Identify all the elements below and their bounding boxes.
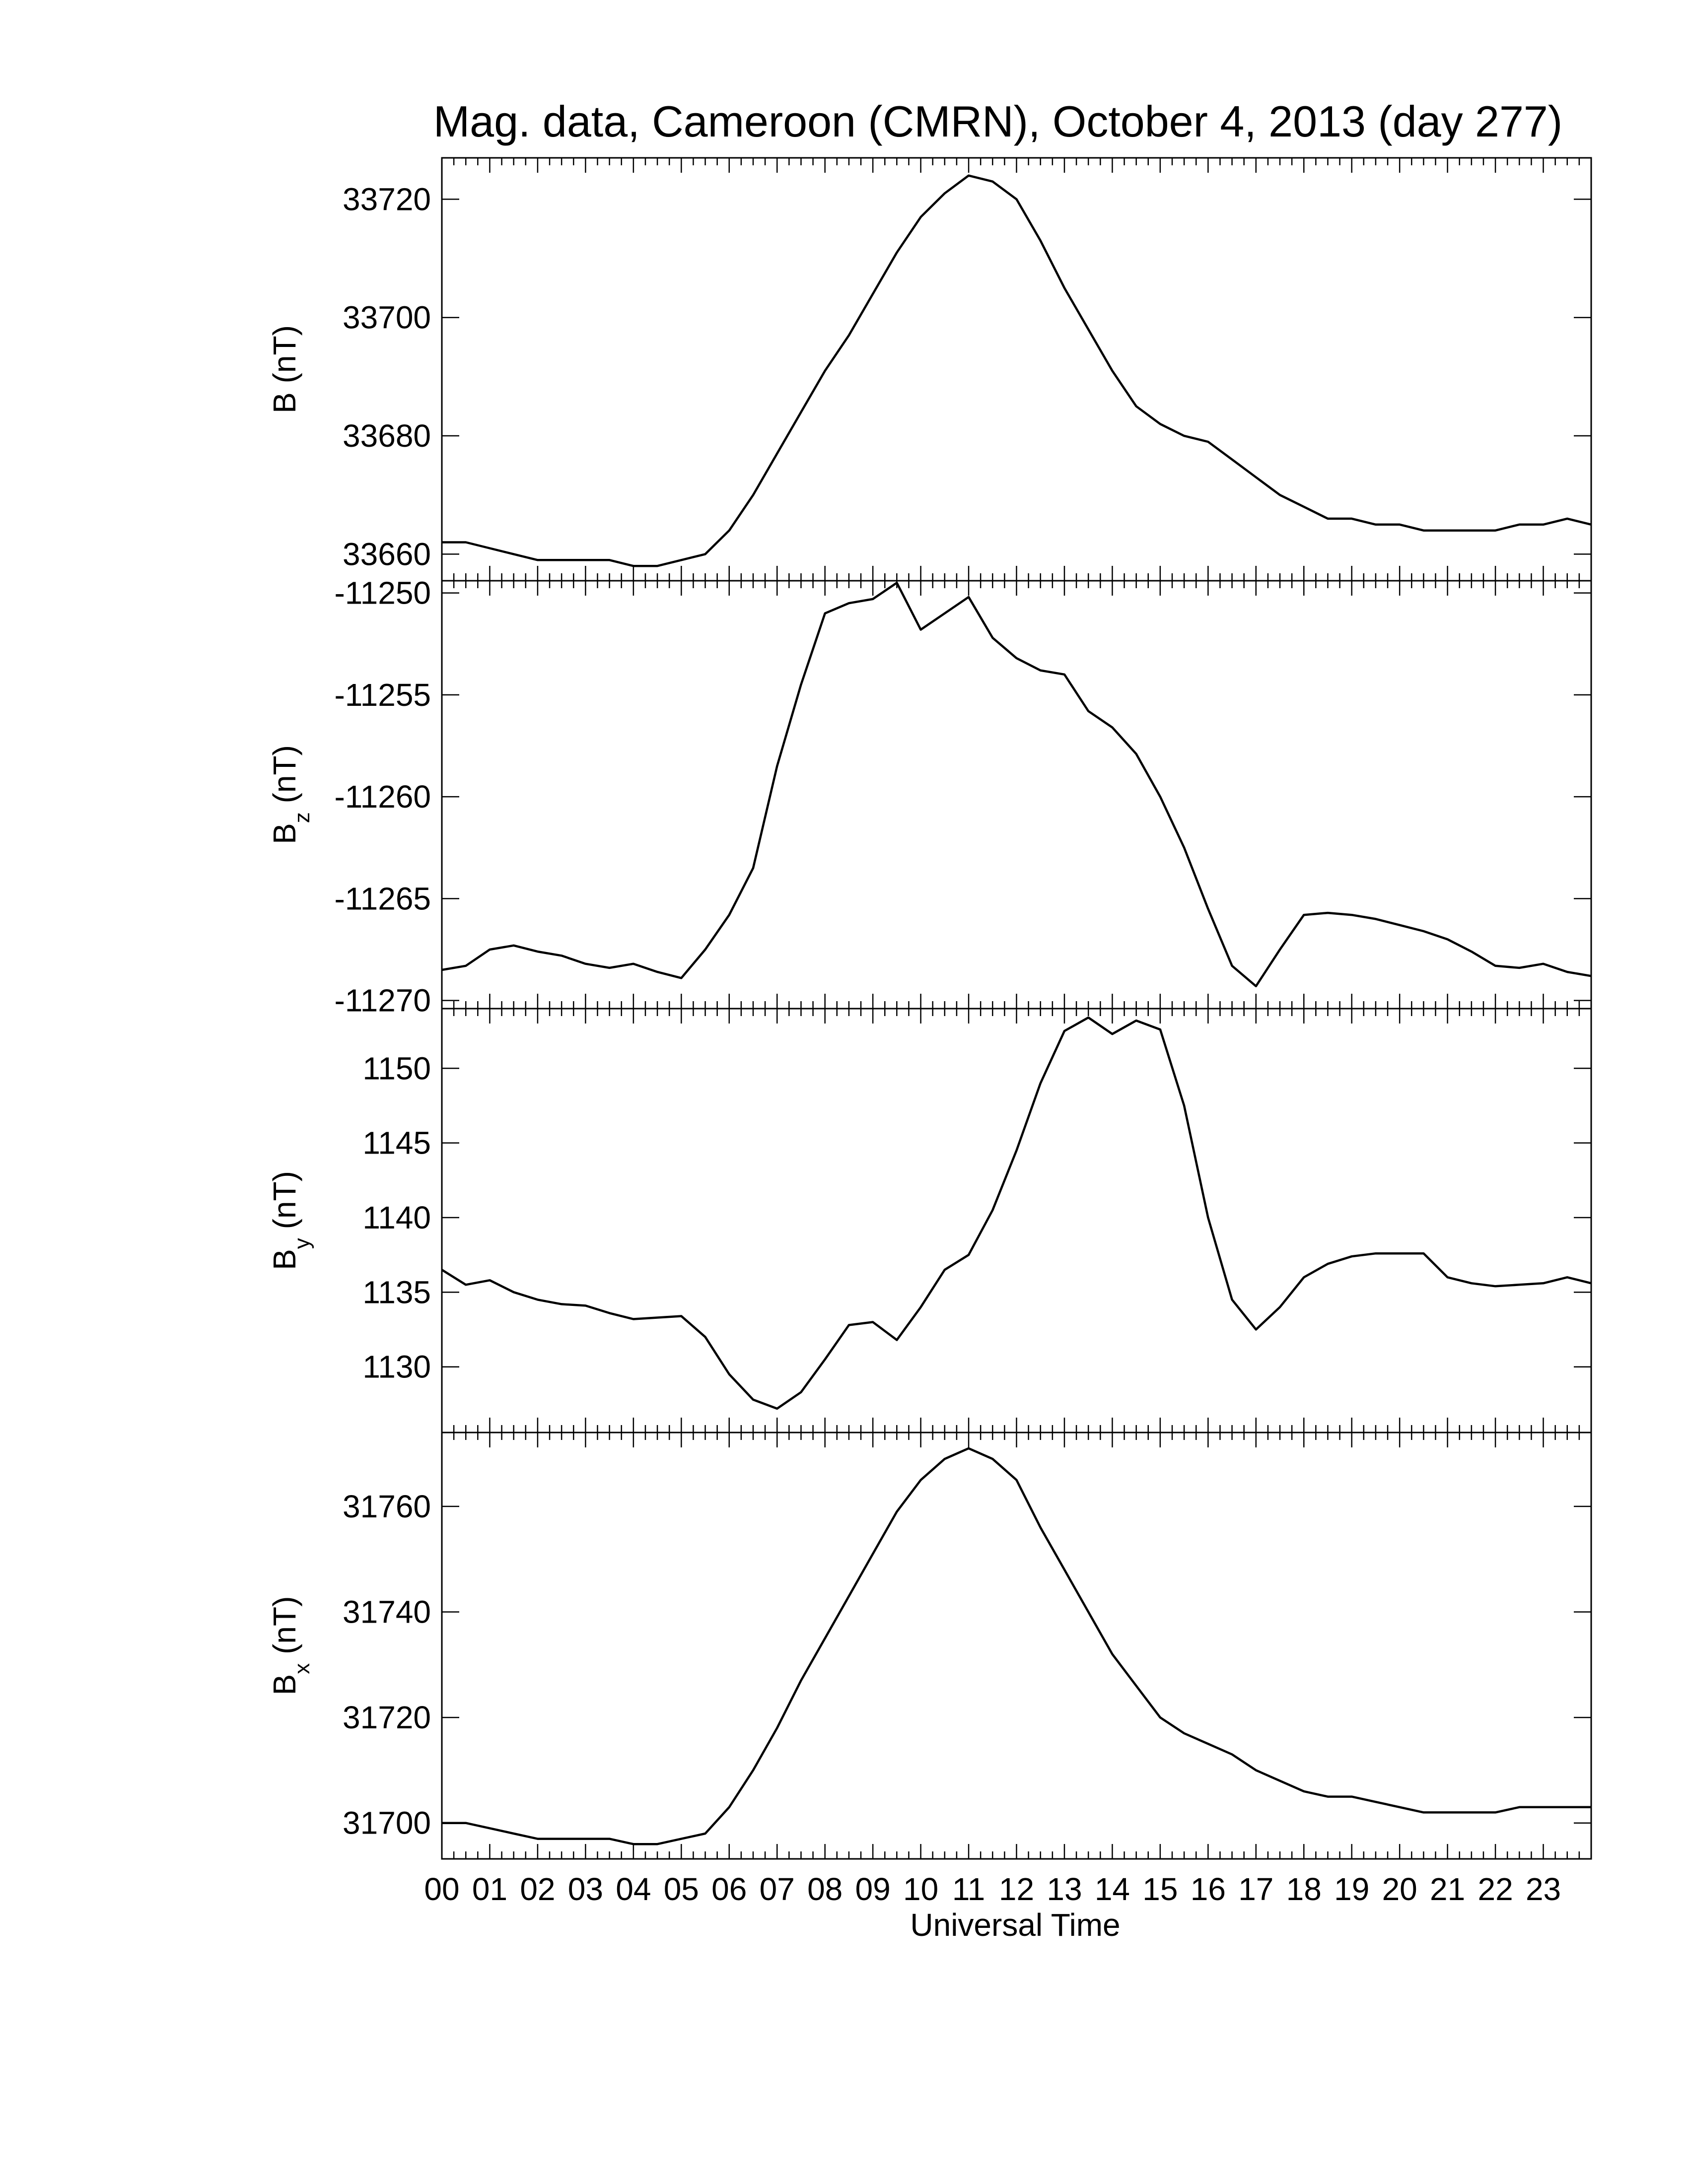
y-tick-label: 31700 bbox=[343, 1805, 431, 1841]
data-point bbox=[1112, 370, 1113, 372]
data-point bbox=[968, 1254, 970, 1256]
data-point bbox=[1207, 1743, 1209, 1745]
data-point bbox=[1591, 1806, 1592, 1808]
data-point bbox=[609, 1838, 610, 1840]
data-point bbox=[896, 1511, 898, 1512]
x-tick-label: 20 bbox=[1382, 1871, 1417, 1907]
data-point bbox=[489, 1828, 491, 1829]
data-point bbox=[1399, 924, 1401, 926]
y-tick-label: 31760 bbox=[343, 1488, 431, 1524]
data-point bbox=[753, 494, 754, 496]
data-point bbox=[1184, 435, 1185, 437]
panel-B bbox=[267, 158, 1592, 581]
panel-frame bbox=[442, 1009, 1591, 1433]
data-point bbox=[1040, 1083, 1041, 1084]
data-point bbox=[1255, 985, 1257, 987]
data-point bbox=[489, 547, 491, 549]
data-point bbox=[1255, 477, 1257, 478]
data-point bbox=[776, 765, 778, 767]
y-tick-label: 1150 bbox=[362, 1050, 431, 1087]
data-point bbox=[1566, 1806, 1568, 1808]
data-point bbox=[1159, 1717, 1161, 1718]
series-line-Bz bbox=[442, 583, 1591, 986]
data-point bbox=[441, 542, 443, 543]
data-point bbox=[944, 613, 945, 614]
data-point bbox=[776, 1727, 778, 1729]
data-point bbox=[1207, 441, 1209, 443]
data-point bbox=[1351, 914, 1352, 916]
data-point bbox=[968, 175, 970, 176]
data-point bbox=[1543, 1283, 1544, 1284]
data-point bbox=[920, 1306, 921, 1308]
data-point bbox=[1159, 796, 1161, 798]
data-point bbox=[1135, 1020, 1137, 1022]
data-point bbox=[681, 977, 682, 979]
data-point bbox=[1471, 1812, 1472, 1813]
data-point bbox=[585, 1838, 586, 1840]
data-point bbox=[824, 370, 826, 372]
data-point bbox=[1591, 1283, 1592, 1284]
data-point bbox=[872, 1321, 874, 1323]
data-point bbox=[753, 867, 754, 869]
data-point bbox=[1135, 1685, 1137, 1687]
y-tick-label: -11260 bbox=[334, 779, 431, 815]
x-axis-title: Universal Time bbox=[910, 1907, 1121, 1943]
data-point bbox=[848, 603, 849, 604]
data-point bbox=[920, 216, 921, 218]
data-point bbox=[704, 949, 706, 951]
y-tick-label: -11270 bbox=[334, 982, 431, 1019]
data-point bbox=[1303, 1277, 1305, 1278]
panel-By bbox=[267, 1009, 1592, 1433]
data-point bbox=[896, 1339, 898, 1341]
data-point bbox=[728, 530, 730, 531]
x-tick-label: 16 bbox=[1190, 1871, 1226, 1907]
panel-frame bbox=[442, 158, 1591, 581]
data-point bbox=[1184, 847, 1185, 848]
x-tick-label: 10 bbox=[903, 1871, 939, 1907]
y-tick-label: 33700 bbox=[343, 299, 431, 336]
data-point bbox=[1519, 524, 1520, 525]
data-point bbox=[681, 559, 682, 561]
data-point bbox=[944, 1269, 945, 1271]
data-point bbox=[1184, 1733, 1185, 1734]
x-tick-label: 03 bbox=[567, 1871, 603, 1907]
data-point bbox=[1519, 1284, 1520, 1286]
data-point bbox=[1375, 918, 1376, 920]
data-point bbox=[1423, 1253, 1424, 1254]
data-point bbox=[1495, 1286, 1496, 1287]
data-point bbox=[1471, 1283, 1472, 1284]
data-point bbox=[1159, 423, 1161, 425]
data-point bbox=[776, 1408, 778, 1409]
y-axis-title: $B_x$ (nT) bbox=[267, 1596, 314, 1696]
data-point bbox=[1231, 1754, 1233, 1755]
y-tick-label: 33660 bbox=[343, 536, 431, 572]
data-point bbox=[1351, 1796, 1352, 1797]
data-point bbox=[704, 553, 706, 555]
data-point bbox=[992, 1458, 993, 1460]
y-tick-label: 1145 bbox=[362, 1125, 431, 1161]
data-point bbox=[896, 252, 898, 253]
panels-group bbox=[267, 158, 1592, 1859]
data-point bbox=[1231, 1299, 1233, 1300]
data-point bbox=[1303, 506, 1305, 508]
data-point bbox=[1351, 518, 1352, 519]
data-point bbox=[1231, 459, 1233, 460]
data-point bbox=[1040, 240, 1041, 241]
data-point bbox=[609, 967, 610, 968]
data-point bbox=[848, 1324, 849, 1326]
data-point bbox=[992, 181, 993, 182]
x-tick-label: 15 bbox=[1142, 1871, 1178, 1907]
x-tick-label: 21 bbox=[1430, 1871, 1466, 1907]
x-tick-label: 22 bbox=[1477, 1871, 1513, 1907]
data-point bbox=[1566, 1277, 1568, 1278]
x-tick-label: 00 bbox=[424, 1871, 460, 1907]
data-point bbox=[800, 684, 802, 685]
data-point bbox=[872, 598, 874, 600]
y-tick-label: 1140 bbox=[362, 1199, 431, 1235]
x-tick-label: 07 bbox=[759, 1871, 795, 1907]
data-point bbox=[1375, 1253, 1376, 1254]
data-point bbox=[800, 411, 802, 413]
data-point bbox=[441, 1822, 443, 1824]
data-point bbox=[1447, 1277, 1448, 1278]
data-point bbox=[1088, 1611, 1089, 1613]
data-point bbox=[728, 914, 730, 916]
data-point bbox=[1064, 287, 1065, 289]
data-point bbox=[704, 1336, 706, 1338]
x-tick-label: 18 bbox=[1286, 1871, 1322, 1907]
data-point bbox=[1566, 518, 1568, 519]
data-point bbox=[1088, 710, 1089, 712]
data-point bbox=[1064, 674, 1065, 675]
data-point bbox=[513, 945, 514, 946]
data-point bbox=[1519, 967, 1520, 968]
x-tick-label: 01 bbox=[472, 1871, 508, 1907]
figure-title: Mag. data, Cameroon (CMRN), October 4, 2013 (day 277) bbox=[433, 97, 1563, 146]
y-tick-label: -11255 bbox=[334, 677, 431, 713]
data-point bbox=[1112, 1033, 1113, 1035]
data-point bbox=[776, 453, 778, 454]
y-tick-label: 31720 bbox=[343, 1700, 431, 1736]
x-tick-label: 04 bbox=[616, 1871, 651, 1907]
data-point bbox=[1591, 975, 1592, 977]
data-point bbox=[561, 1303, 563, 1305]
data-point bbox=[1064, 1569, 1065, 1570]
data-point bbox=[1016, 1479, 1017, 1481]
x-tick-label: 08 bbox=[807, 1871, 843, 1907]
data-point bbox=[896, 582, 898, 584]
x-tick-label: 19 bbox=[1334, 1871, 1370, 1907]
data-point bbox=[824, 1638, 826, 1639]
data-point bbox=[1088, 329, 1089, 330]
data-point bbox=[1255, 1329, 1257, 1330]
data-point bbox=[1207, 908, 1209, 909]
data-point bbox=[465, 1284, 467, 1286]
data-point bbox=[1519, 1806, 1520, 1808]
data-point bbox=[1447, 1812, 1448, 1813]
data-point bbox=[1184, 1105, 1185, 1106]
data-point bbox=[1375, 1801, 1376, 1803]
data-point bbox=[657, 1317, 658, 1318]
data-point bbox=[992, 637, 993, 638]
data-point bbox=[1423, 931, 1424, 932]
x-tick-label: 13 bbox=[1047, 1871, 1082, 1907]
x-tick-label: 17 bbox=[1238, 1871, 1274, 1907]
data-point bbox=[1159, 1029, 1161, 1030]
data-point bbox=[704, 1833, 706, 1835]
data-point bbox=[1255, 1770, 1257, 1771]
x-tick-label: 11 bbox=[952, 1871, 985, 1907]
data-point bbox=[1327, 1263, 1329, 1265]
data-point bbox=[968, 1447, 970, 1449]
data-point bbox=[537, 1838, 538, 1840]
data-point bbox=[657, 1843, 658, 1845]
y-axis-title: $B_z$ (nT) bbox=[267, 745, 314, 844]
data-point bbox=[1591, 524, 1592, 525]
data-point bbox=[1399, 1806, 1401, 1808]
data-point bbox=[489, 1280, 491, 1281]
data-point bbox=[1375, 524, 1376, 525]
y-tick-label: 33680 bbox=[343, 418, 431, 454]
data-point bbox=[944, 193, 945, 194]
data-point bbox=[561, 955, 563, 956]
panel-frame bbox=[442, 581, 1591, 1009]
data-point bbox=[1471, 951, 1472, 953]
data-point bbox=[1016, 1150, 1017, 1151]
data-point bbox=[585, 1305, 586, 1306]
x-tick-labels bbox=[424, 1871, 1561, 1907]
series-line-Bx bbox=[442, 1448, 1591, 1844]
data-point bbox=[1543, 524, 1544, 525]
data-point bbox=[1064, 1030, 1065, 1032]
data-point bbox=[609, 1312, 610, 1314]
data-point bbox=[1423, 1812, 1424, 1813]
data-point bbox=[465, 1822, 467, 1824]
data-point bbox=[800, 1680, 802, 1681]
data-point bbox=[441, 1269, 443, 1271]
y-tick-label: 1130 bbox=[362, 1349, 431, 1385]
data-point bbox=[753, 1399, 754, 1400]
data-point bbox=[681, 1838, 682, 1840]
series-line-By bbox=[442, 1018, 1591, 1409]
x-tick-label: 05 bbox=[663, 1871, 699, 1907]
data-point bbox=[1303, 1790, 1305, 1792]
data-point bbox=[489, 949, 491, 951]
panel-frame bbox=[442, 1433, 1591, 1859]
data-point bbox=[872, 293, 874, 295]
data-point bbox=[992, 1210, 993, 1211]
y-tick-label: -11250 bbox=[334, 575, 431, 611]
data-point bbox=[1112, 727, 1113, 728]
data-point bbox=[1135, 753, 1137, 754]
data-point bbox=[513, 553, 514, 555]
data-point bbox=[920, 629, 921, 630]
data-point bbox=[1471, 530, 1472, 531]
data-point bbox=[1495, 530, 1496, 531]
data-point bbox=[1135, 406, 1137, 407]
panel-Bx bbox=[267, 1433, 1592, 1859]
data-point bbox=[1447, 530, 1448, 531]
x-tick-label: 09 bbox=[855, 1871, 891, 1907]
data-point bbox=[1016, 199, 1017, 200]
data-point bbox=[920, 1479, 921, 1481]
data-point bbox=[1207, 1217, 1209, 1219]
data-point bbox=[824, 1359, 826, 1360]
data-point bbox=[1016, 658, 1017, 659]
data-point bbox=[537, 951, 538, 953]
y-tick-label: -11265 bbox=[334, 881, 431, 917]
x-tick-label: 14 bbox=[1094, 1871, 1130, 1907]
data-point bbox=[1447, 939, 1448, 940]
x-tick-label: 23 bbox=[1525, 1871, 1561, 1907]
data-point bbox=[1327, 912, 1329, 914]
data-point bbox=[1279, 1306, 1281, 1308]
data-point bbox=[872, 1553, 874, 1555]
data-point bbox=[1543, 1806, 1544, 1808]
data-point bbox=[561, 559, 563, 561]
y-tick-label: 33720 bbox=[343, 181, 431, 217]
y-axis-title: B (nT) bbox=[267, 325, 302, 413]
data-point bbox=[465, 965, 467, 966]
y-axis-title: $B_y$ (nT) bbox=[267, 1171, 314, 1270]
data-point bbox=[633, 565, 634, 567]
data-point bbox=[657, 971, 658, 973]
data-point bbox=[633, 963, 634, 964]
data-point bbox=[1399, 1253, 1401, 1254]
data-point bbox=[1279, 949, 1281, 951]
data-point bbox=[800, 1391, 802, 1393]
data-point bbox=[1351, 1256, 1352, 1257]
x-tick-label: 02 bbox=[520, 1871, 556, 1907]
data-point bbox=[609, 559, 610, 561]
data-point bbox=[537, 559, 538, 561]
data-point bbox=[824, 613, 826, 614]
data-point bbox=[441, 969, 443, 971]
data-point bbox=[681, 1315, 682, 1317]
data-point bbox=[1327, 518, 1329, 519]
data-point bbox=[1279, 1780, 1281, 1781]
data-point bbox=[657, 565, 658, 567]
data-point bbox=[1040, 670, 1041, 671]
y-tick-label: 1135 bbox=[362, 1274, 431, 1310]
data-point bbox=[728, 1806, 730, 1808]
data-point bbox=[1327, 1796, 1329, 1797]
data-point bbox=[944, 1458, 945, 1460]
data-point bbox=[537, 1299, 538, 1300]
data-point bbox=[1303, 914, 1305, 916]
data-point bbox=[1279, 494, 1281, 496]
data-point bbox=[1423, 530, 1424, 531]
data-point bbox=[561, 1838, 563, 1840]
data-point bbox=[1112, 1653, 1113, 1655]
series-line-B bbox=[442, 176, 1591, 566]
data-point bbox=[1088, 1017, 1089, 1019]
data-point bbox=[753, 1770, 754, 1771]
data-point bbox=[513, 1833, 514, 1835]
y-tick-label: 31740 bbox=[343, 1594, 431, 1630]
data-point bbox=[1566, 971, 1568, 973]
data-point bbox=[848, 335, 849, 336]
data-point bbox=[633, 1318, 634, 1320]
data-point bbox=[513, 1292, 514, 1293]
panel-Bz bbox=[267, 575, 1592, 1019]
data-point bbox=[633, 1843, 634, 1845]
data-point bbox=[968, 596, 970, 598]
x-tick-label: 12 bbox=[998, 1871, 1035, 1907]
data-point bbox=[1399, 524, 1401, 525]
data-point bbox=[1543, 963, 1544, 964]
data-point bbox=[1495, 965, 1496, 966]
data-point bbox=[585, 963, 586, 964]
data-point bbox=[1040, 1527, 1041, 1528]
data-point bbox=[585, 559, 586, 561]
x-tick-label: 06 bbox=[711, 1871, 747, 1907]
data-point bbox=[1231, 965, 1233, 966]
data-point bbox=[465, 542, 467, 543]
data-point bbox=[728, 1373, 730, 1375]
data-point bbox=[1495, 1812, 1496, 1813]
data-point bbox=[848, 1595, 849, 1597]
